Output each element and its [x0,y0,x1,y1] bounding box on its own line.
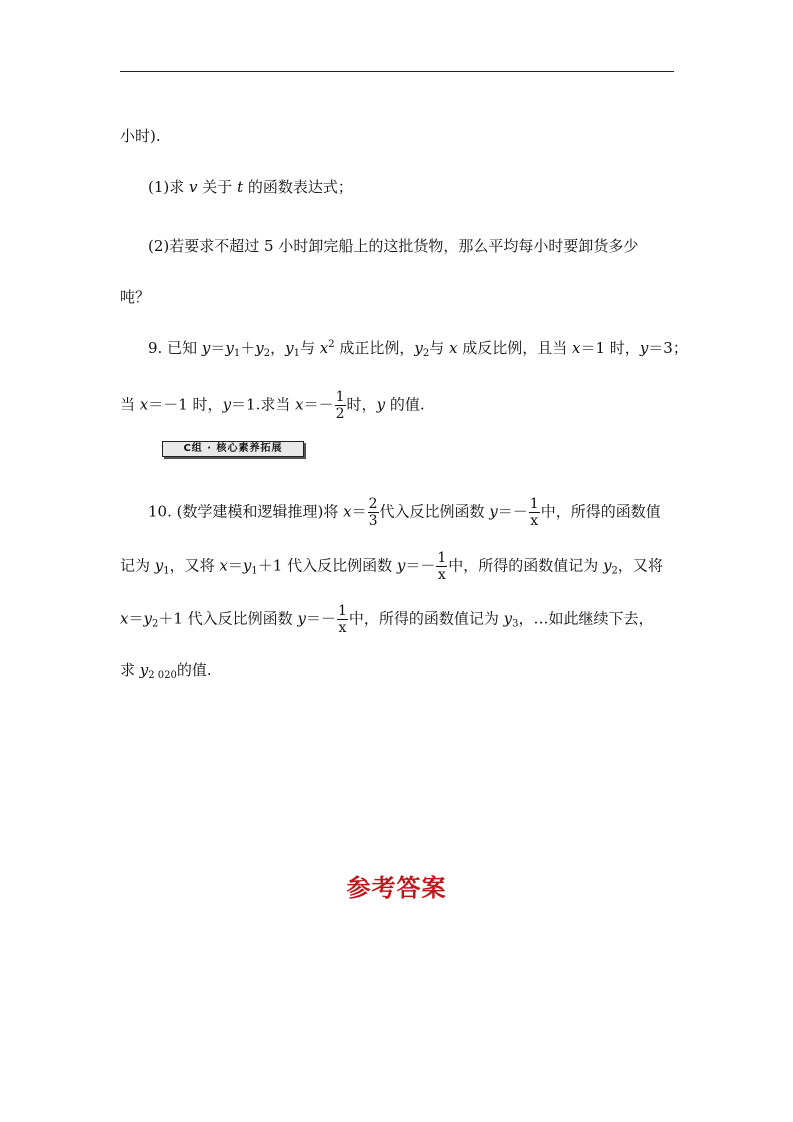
fraction: $\frac{1}{x}$ [337,603,347,636]
question-2-line2: 吨？ [120,288,151,306]
text-line: 小时). [120,127,161,145]
section-banner: C组 · 核心素养拓展 [162,441,304,457]
problem-9-line1: 9. 已知 $y=y_1+y_2$，$y_1$与 $x^2$ 成正比例，$y_2$与 x 成反比例，且当 x＝1 时，y＝3； [148,339,688,359]
question-2-line1: (2)若要求不超过 5 小时卸完船上的这批货物，那么平均每小时要卸货多少 [148,237,639,255]
fraction: $\frac{2}{3}$ [368,496,378,529]
problem-10-line2: 记为 $y_1$，又将 $x=y_1+1$ 代入反比例函数 y＝－ $\frac{1}{x}$ 中，所得的函数值记为 $y_2$，又将 [120,550,663,583]
question-1: (1)求 v 关于 t 的函数表达式； [148,178,353,196]
problem-10-line4: 求 $y_{2 020}$的值. [120,661,212,681]
fraction: $\frac{1}{x}$ [529,496,539,529]
problem-10-line3: $x=y_2+1$ 代入反比例函数 y＝－ $\frac{1}{x}$ 中，所得的函数值记为 $y_3$，…如此继续下去， [120,603,654,636]
answer-title: 参考答案 [346,874,447,902]
fraction: $\frac{1}{x}$ [437,550,447,583]
problem-10-line1: 10. (数学建模和逻辑推理)将 x＝ $\frac{2}{3}$ 代入反比例函数 y＝－ $\frac{1}{x}$ 中，所得的函数值 [148,496,661,529]
header-rule [120,71,674,72]
fraction: $\frac{1}{2}$ [335,389,345,422]
problem-9-line2: 当 x＝－1 时，y＝1.求当 x＝－ $\frac{1}{2}$ 时，y 的值. [120,389,425,422]
